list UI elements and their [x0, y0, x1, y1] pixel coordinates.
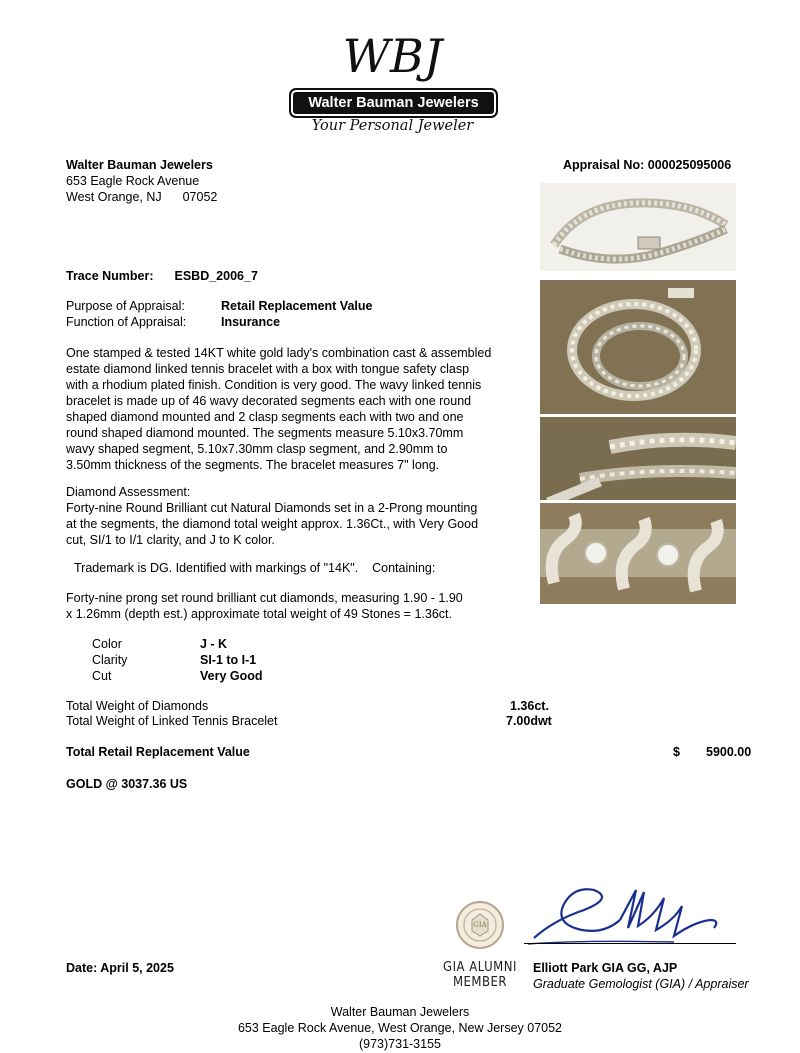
- spec-value: J - K: [200, 637, 228, 651]
- stones-description: [66, 590, 526, 622]
- appraisal-number-value: 000025095006: [647, 158, 732, 172]
- bracelet-photo-2-art: [540, 280, 736, 414]
- footer-phone: (973)731-3155: [358, 1037, 441, 1051]
- diamond-assessment-line: cut, SI/1 to I/1 clarity, and J to K color.: [66, 533, 275, 547]
- description-line: 3.50mm thickness of the segments. The bracelet measures 7" long.: [66, 458, 440, 472]
- spec-clarity: [92, 652, 312, 668]
- diamond-assessment-line: at the segments, the diamond total weight approx. 1.36Ct., with Very Good: [66, 517, 479, 531]
- function-value: Insurance: [221, 315, 281, 329]
- stones-line: x 1.26mm (depth est.) approximate total weight of 49 Stones = 1.36ct.: [66, 607, 452, 621]
- spec-label: Cut: [92, 669, 112, 683]
- description-line: round shaped diamond mounted. The segments measure 5.10x3.70mm: [66, 426, 464, 440]
- gia-seal-text: GIA: [473, 921, 487, 929]
- function-label: Function of Appraisal:: [66, 315, 187, 329]
- bracelet-photo-1: [540, 183, 736, 271]
- store-zip: 07052: [182, 190, 218, 204]
- spec-cut: [92, 668, 312, 684]
- item-description: [66, 345, 526, 473]
- gia-line-2: MEMBER: [452, 975, 508, 990]
- gold-price: GOLD @ 3037.36 US: [66, 777, 188, 791]
- description-line: wavy shaped segment, 5.10x7.30mm clasp segment, and 2.90mm to: [66, 442, 448, 456]
- logo-monogram: WBJ: [342, 29, 443, 83]
- description-line: with a rhodium plated finish. Condition is very good. The wavy linked tennis: [66, 378, 482, 392]
- bracelet-photo-2: [540, 280, 736, 414]
- purpose-value: Retail Replacement Value: [221, 299, 373, 313]
- logo-tagline: Your Personal Jeweler: [311, 118, 474, 134]
- bracelet-photo-3-art: [540, 417, 736, 500]
- store-name: Walter Bauman Jewelers: [66, 158, 213, 172]
- bracelet-photo-3: [540, 417, 736, 500]
- company-logo: [285, 22, 500, 144]
- appraiser-title: Graduate Gemologist (GIA) / Appraiser: [533, 977, 749, 991]
- appraisal-date: Date: April 5, 2025: [66, 961, 174, 975]
- logo-name: Walter Bauman Jewelers: [308, 95, 479, 111]
- appraisal-number-label: Appraisal No:: [563, 158, 645, 172]
- spec-label: Clarity: [92, 653, 128, 667]
- signature-line: [524, 943, 736, 944]
- weight-bracelet-value: 7.00dwt: [506, 714, 552, 728]
- footer-address: 653 Eagle Rock Avenue, West Orange, New Jersey 07052: [237, 1021, 563, 1035]
- gia-line-1: GIA ALUMNI: [443, 960, 517, 975]
- gia-alumni-badge: [434, 900, 526, 992]
- appraiser-name: Elliott Park GIA GG, AJP: [533, 961, 678, 975]
- total-value: 5900.00: [706, 745, 752, 759]
- spec-color: [92, 636, 312, 652]
- weight-diamonds-value: 1.36ct.: [510, 699, 549, 713]
- bracelet-photo-1-art: [540, 183, 736, 271]
- trademark-note: Trademark is DG. Identified with markings of "14K". Containing:: [74, 561, 436, 575]
- store-city-state: [66, 189, 217, 205]
- total-label: Total Retail Replacement Value: [66, 745, 250, 759]
- weight-diamonds-label: Total Weight of Diamonds: [66, 699, 209, 713]
- bracelet-photo-4-art: [540, 503, 736, 604]
- appraiser-signature: [524, 880, 738, 950]
- diamond-assessment-heading: Diamond Assessment:: [66, 485, 191, 499]
- bracelet-photo-4: [540, 503, 736, 604]
- footer-name: Walter Bauman Jewelers: [330, 1005, 470, 1019]
- trace-number: [66, 268, 258, 284]
- logo-nameplate: [289, 88, 498, 118]
- diamond-assessment: [66, 484, 526, 548]
- description-line: shaped diamond mounted and 2 clasp segments each with two and one: [66, 410, 464, 424]
- store-address: 653 Eagle Rock Avenue: [66, 174, 200, 188]
- trace-label: Trace Number:: [66, 269, 154, 283]
- weight-bracelet-label: Total Weight of Linked Tennis Bracelet: [66, 714, 278, 728]
- store-city: West Orange, NJ: [66, 190, 162, 204]
- description-line: estate diamond linked tennis bracelet with a box with tongue safety clasp: [66, 362, 470, 376]
- total-currency: $: [673, 745, 680, 759]
- gia-seal-icon: [455, 900, 505, 950]
- spec-label: Color: [92, 637, 122, 651]
- appraisal-number: [563, 157, 731, 173]
- purpose-label: Purpose of Appraisal:: [66, 299, 185, 313]
- trace-value: ESBD_2006_7: [174, 269, 258, 283]
- spec-value: Very Good: [200, 669, 263, 683]
- spec-value: SI-1 to I-1: [200, 653, 257, 667]
- description-line: One stamped & tested 14KT white gold lady's combination cast & assembled: [66, 346, 492, 360]
- description-line: bracelet is made up of 46 wavy decorated segments each with one round: [66, 394, 472, 408]
- diamond-assessment-line: Forty-nine Round Brilliant cut Natural Diamonds set in a 2-Prong mounting: [66, 501, 478, 515]
- stones-line: Forty-nine prong set round brilliant cut diamonds, measuring 1.90 - 1.90: [66, 591, 463, 605]
